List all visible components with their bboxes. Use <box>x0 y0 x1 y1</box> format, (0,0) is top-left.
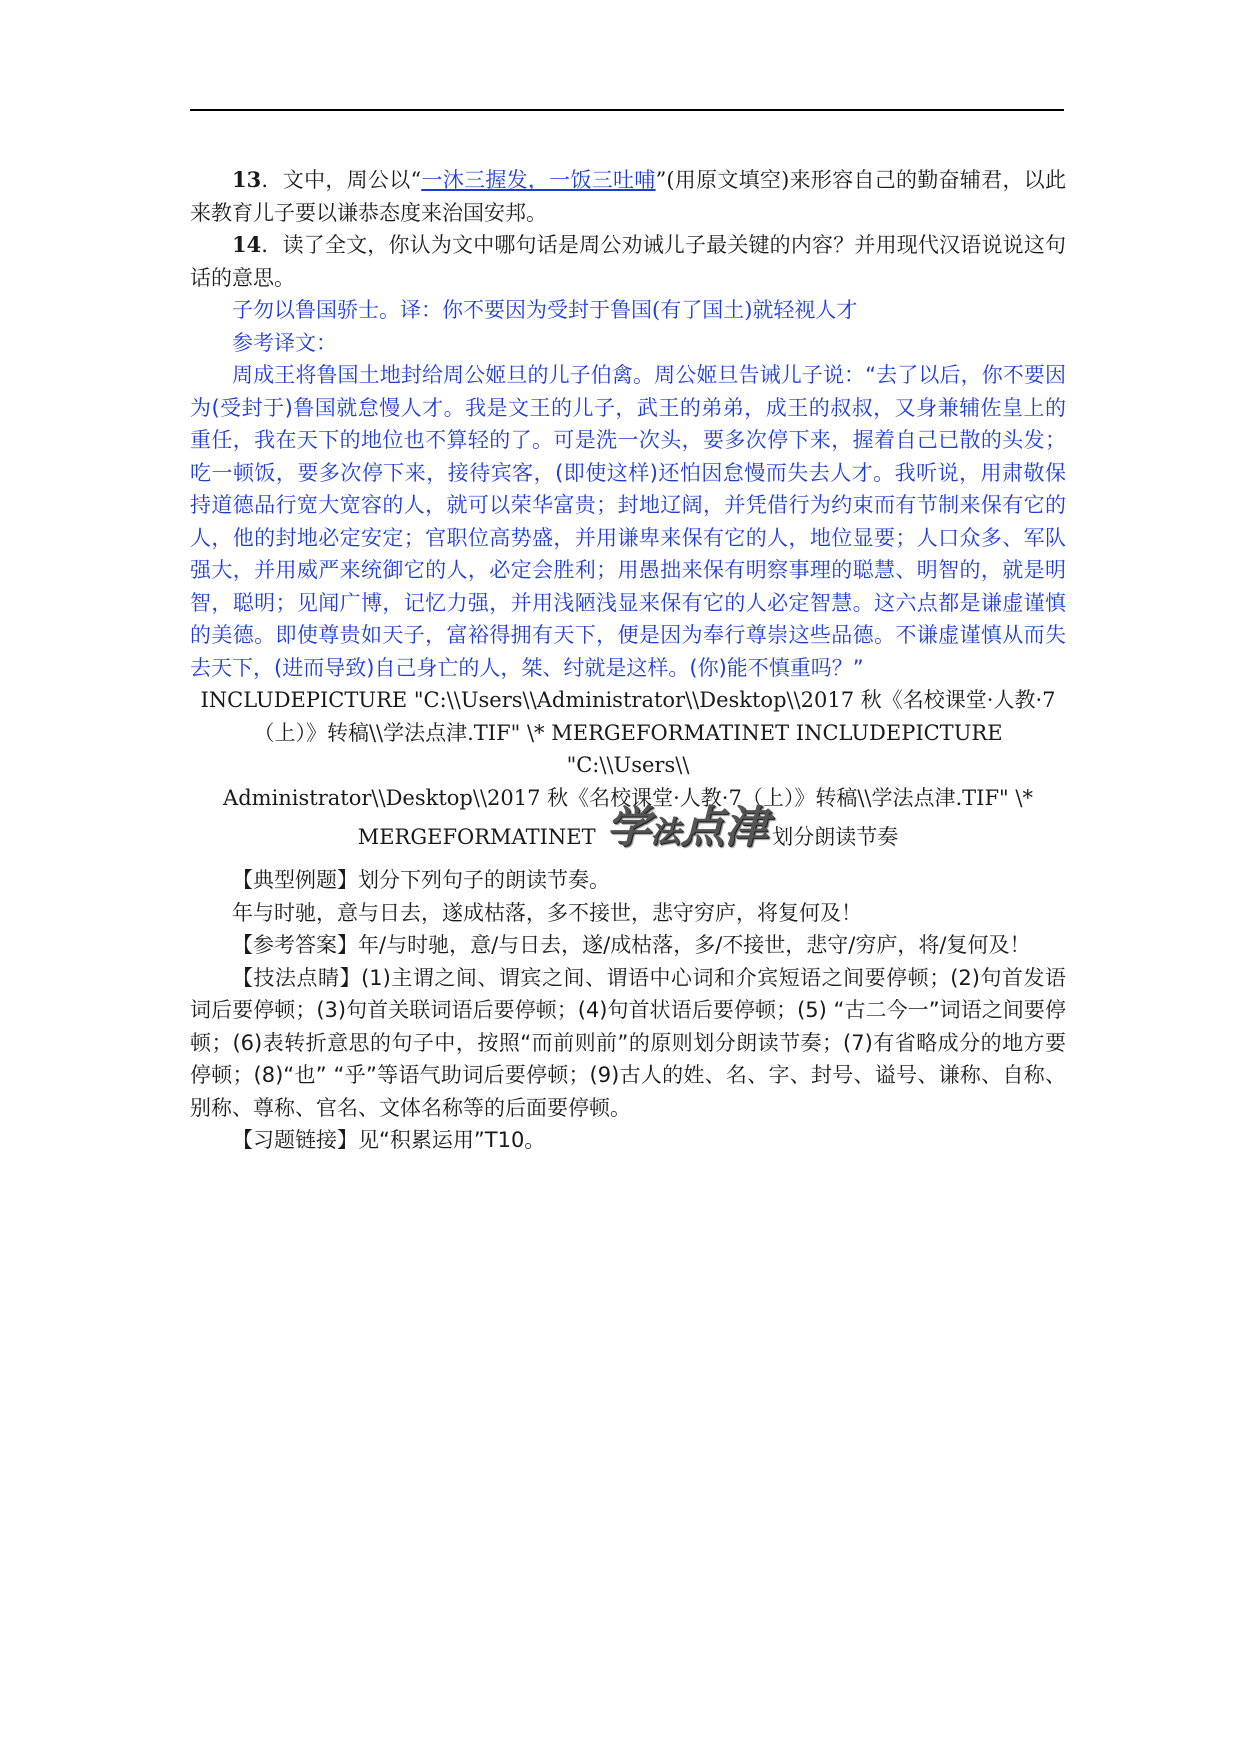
field-code-line-4: MERGEFORMATINET <box>357 825 596 849</box>
question-14 <box>190 229 1066 294</box>
translation-heading: 参考译文： <box>232 330 337 355</box>
answer-label: 【参考答案】 <box>232 933 358 957</box>
page-content <box>190 164 1066 1157</box>
question-text-pre: ．文中，周公以“ <box>261 168 422 192</box>
example-task: 【典型例题】划分下列句子的朗读节奏。 <box>232 868 610 892</box>
question-14-answer: 子勿以鲁国骄士。译：你不要因为受封于鲁国(有了国土)就轻视人才 <box>232 298 858 322</box>
field-code-line-1: INCLUDEPICTURE "C:\\Users\\Administrator\\Desktop\\2017 秋《名校课堂·人教·7 <box>200 688 1056 712</box>
section-heading-line <box>190 802 1066 864</box>
translation-body: 周成王将鲁国土地封给周公姬旦的儿子伯禽。周公姬旦告诫儿子说：“去了以后，你不要因为(受封于)鲁国就怠慢人才。我是文王的儿子，武王的弟弟，成王的叔叔，又身兼辅佐皇上的重任，我在天下的地位也不算轻的了。可是洗一次头，要多次停下来，握着自己已散的头发；吃一顿饭，要多次停下来，接待宾客，(即使这样)还怕因怠慢而失去人才。我听说，用肃敬保持道德品行宽大宽容的人，就可以荣华富贵；封地辽阔，并凭借行为约束而有节制来保有它的人，他的封地必定安定；官职位高势盛，并用谦卑来保有它的人，地位显要；人口众多、军队强大，并用威严来统御它的人，必定会胜利；用愚拙来保有明察事理的聪慧、明智的，就是明智，聪明；见闻广博，记忆力强，并用浅陋浅显来保有它的人必定智慧。这六点都是谦虚谨慎的美德。即使尊贵如天子，富裕得拥有天下，便是因为奉行尊崇这些品德。不谦虚谨慎从而失去天下，(进而导致)自己身亡的人，桀、纣就是这样。(你)能不慎重吗？” <box>190 363 1066 680</box>
exercise-link: 【习题链接】见“积累运用”T10。 <box>232 1128 546 1152</box>
fill-answer: 一沐三握发，一饭三吐哺 <box>421 168 656 192</box>
question-text: ．读了全文，你认为文中哪句话是周公劝诫儿子最关键的内容？并用现代汉语说说这句话的意思。 <box>190 233 1066 290</box>
example-label: 【典型例题】 <box>232 868 358 892</box>
tips-label: 【技法点睛】 <box>232 965 362 990</box>
question-text-post: ”(用原文填空)来形容自己的勤奋辅君，以此来教育儿子要以谦恭态度来治国安邦。 <box>190 168 1067 225</box>
field-code-line-2: （上）》转稿\\学法点津.TIF" \* MERGEFORMATINET INCLUDEPICTURE "C:\\Users\\ <box>253 720 1003 777</box>
field-code-line-3: Administrator\\Desktop\\2017 秋《名校课堂·人教·7（上）》转稿\\学法点津.TIF" \* <box>223 785 1033 810</box>
example-sentence: 年与时驰，意与日去，遂成枯落，多不接世，悲守穷庐，将复何及！ <box>232 900 862 925</box>
technique-tips: 【技法点睛】(1)主谓之间、谓宾之间、谓语中心词和介宾短语之间要停顿；(2)句首发语词后要停顿；(3)句首关联词语后要停顿；(4)句首状语后要停顿；(5) “古二今一”词语之间要停顿；(6)表转折意思的句子中，按照“而前则前”的原则划分朗读节奏；(7)有省略成分的地方要停顿；(8)“也” “乎”等语气助词后要停顿；(9)古人的姓、名、字、封号、谥号、谦称、自称、别称、尊称、官名、文体名称等的后面要停顿。 <box>190 965 1067 1120</box>
section-logo: 学法点津 <box>606 802 769 853</box>
question-number: 14 <box>232 232 262 257</box>
section-title: 划分朗读节奏 <box>772 825 899 849</box>
reference-answer: 【参考答案】年/与时驰，意/与日去，遂/成枯落，多/不接世，悲守/穷庐，将/复何及！ <box>232 933 1031 957</box>
question-number: 13 <box>232 167 262 192</box>
header-rule <box>190 109 1064 111</box>
link-label: 【习题链接】 <box>232 1128 358 1152</box>
question-13 <box>190 164 1066 229</box>
